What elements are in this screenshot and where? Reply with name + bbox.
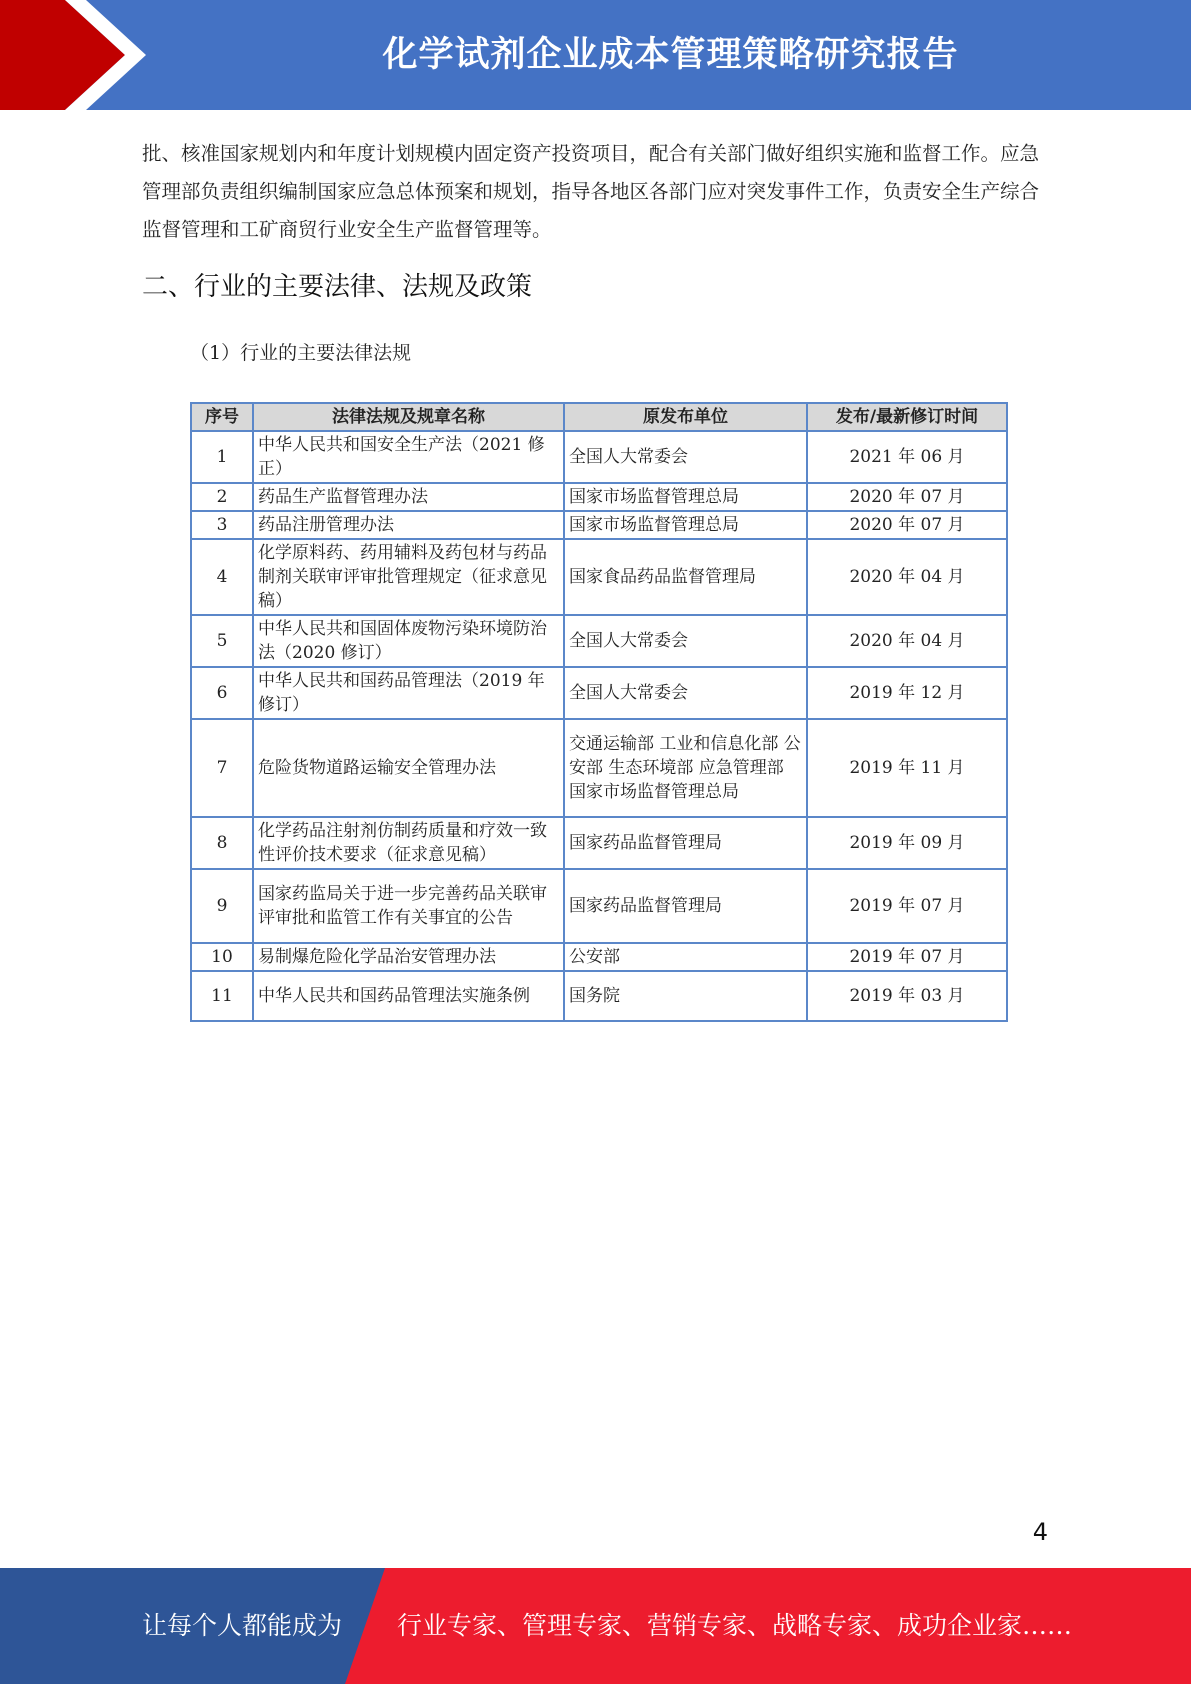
cell-no: 2: [191, 483, 253, 511]
cell-no: 8: [191, 817, 253, 869]
cell-unit: 公安部: [564, 943, 807, 971]
cell-unit: 国家市场监督管理总局: [564, 511, 807, 539]
cell-name: 中华人民共和国固体废物污染环境防治法（2020 修订）: [253, 615, 564, 667]
cell-date: 2020 年 04 月: [807, 615, 1007, 667]
cell-no: 3: [191, 511, 253, 539]
cell-date: 2020 年 04 月: [807, 539, 1007, 615]
table-row: [191, 719, 1007, 817]
section-heading: 二、行业的主要法律、法规及政策: [142, 272, 533, 302]
table-row: [191, 869, 1007, 943]
cell-date: 2020 年 07 月: [807, 511, 1007, 539]
page-header: [0, 0, 1191, 110]
header-cell-date: 发布/最新修订时间: [807, 403, 1007, 431]
header-cell-unit: 原发布单位: [564, 403, 807, 431]
footer-slogan-left: 让每个人都能成为: [142, 1611, 343, 1640]
cell-date: 2019 年 07 月: [807, 943, 1007, 971]
table-row: [191, 971, 1007, 1021]
cell-date: 2019 年 03 月: [807, 971, 1007, 1021]
table-row: [191, 615, 1007, 667]
body-paragraph: 批、核准国家规划内和年度计划规模内固定资产投资项目，配合有关部门做好组织实施和监督工作。应急管理部负责组织编制国家应急总体预案和规划，指导各地区各部门应对突发事件工作，负责安全生产综合监督管理和工矿商贸行业安全生产监督管理等。: [142, 142, 1040, 241]
table-row: [191, 943, 1007, 971]
table-row: [191, 539, 1007, 615]
cell-name: 化学原料药、药用辅料及药包材与药品制剂关联审评审批管理规定（征求意见稿）: [253, 539, 564, 615]
cell-unit: 全国人大常委会: [564, 431, 807, 483]
cell-name: 化学药品注射剂仿制药质量和疗效一致性评价技术要求（征求意见稿）: [253, 817, 564, 869]
cell-unit: 全国人大常委会: [564, 615, 807, 667]
header-cell-name: 法律法规及规章名称: [253, 403, 564, 431]
cell-name: 药品注册管理办法: [253, 511, 564, 539]
cell-date: 2021 年 06 月: [807, 431, 1007, 483]
cell-date: 2019 年 09 月: [807, 817, 1007, 869]
header-cell-no: 序号: [191, 403, 253, 431]
cell-name: 危险货物道路运输安全管理办法: [253, 719, 564, 817]
cell-unit: 交通运输部 工业和信息化部 公安部 生态环境部 应急管理部 国家市场监督管理总局: [564, 719, 807, 817]
cell-unit: 国家食品药品监督管理局: [564, 539, 807, 615]
table-row: [191, 483, 1007, 511]
cell-date: 2020 年 07 月: [807, 483, 1007, 511]
cell-name: 易制爆危险化学品治安管理办法: [253, 943, 564, 971]
cell-no: 10: [191, 943, 253, 971]
table-row: [191, 431, 1007, 483]
cell-no: 11: [191, 971, 253, 1021]
laws-regulations-table: [190, 402, 1008, 1022]
sub-heading: （1）行业的主要法律法规: [190, 342, 412, 364]
page-number: 4: [1032, 1518, 1048, 1546]
cell-unit: 国务院: [564, 971, 807, 1021]
table-row: [191, 817, 1007, 869]
cell-no: 1: [191, 431, 253, 483]
cell-unit: 国家药品监督管理局: [564, 869, 807, 943]
cell-no: 5: [191, 615, 253, 667]
cell-unit: 国家药品监督管理局: [564, 817, 807, 869]
cell-date: 2019 年 11 月: [807, 719, 1007, 817]
cell-name: 国家药监局关于进一步完善药品关联审评审批和监管工作有关事宜的公告: [253, 869, 564, 943]
cell-date: 2019 年 07 月: [807, 869, 1007, 943]
cell-name: 药品生产监督管理办法: [253, 483, 564, 511]
cell-no: 7: [191, 719, 253, 817]
cell-name: 中华人民共和国药品管理法（2019 年修订）: [253, 667, 564, 719]
table-row: [191, 511, 1007, 539]
cell-no: 4: [191, 539, 253, 615]
footer-slogan-right: 行业专家、管理专家、营销专家、战略专家、成功企业家……: [397, 1611, 1073, 1640]
cell-no: 6: [191, 667, 253, 719]
page-footer: [0, 1568, 1191, 1684]
cell-date: 2019 年 12 月: [807, 667, 1007, 719]
cell-unit: 国家市场监督管理总局: [564, 483, 807, 511]
report-title: 化学试剂企业成本管理策略研究报告: [382, 35, 959, 75]
cell-name: 中华人民共和国安全生产法（2021 修正）: [253, 431, 564, 483]
table-header-row: [191, 403, 1007, 431]
cell-unit: 全国人大常委会: [564, 667, 807, 719]
cell-name: 中华人民共和国药品管理法实施条例: [253, 971, 564, 1021]
table-row: [191, 667, 1007, 719]
cell-no: 9: [191, 869, 253, 943]
